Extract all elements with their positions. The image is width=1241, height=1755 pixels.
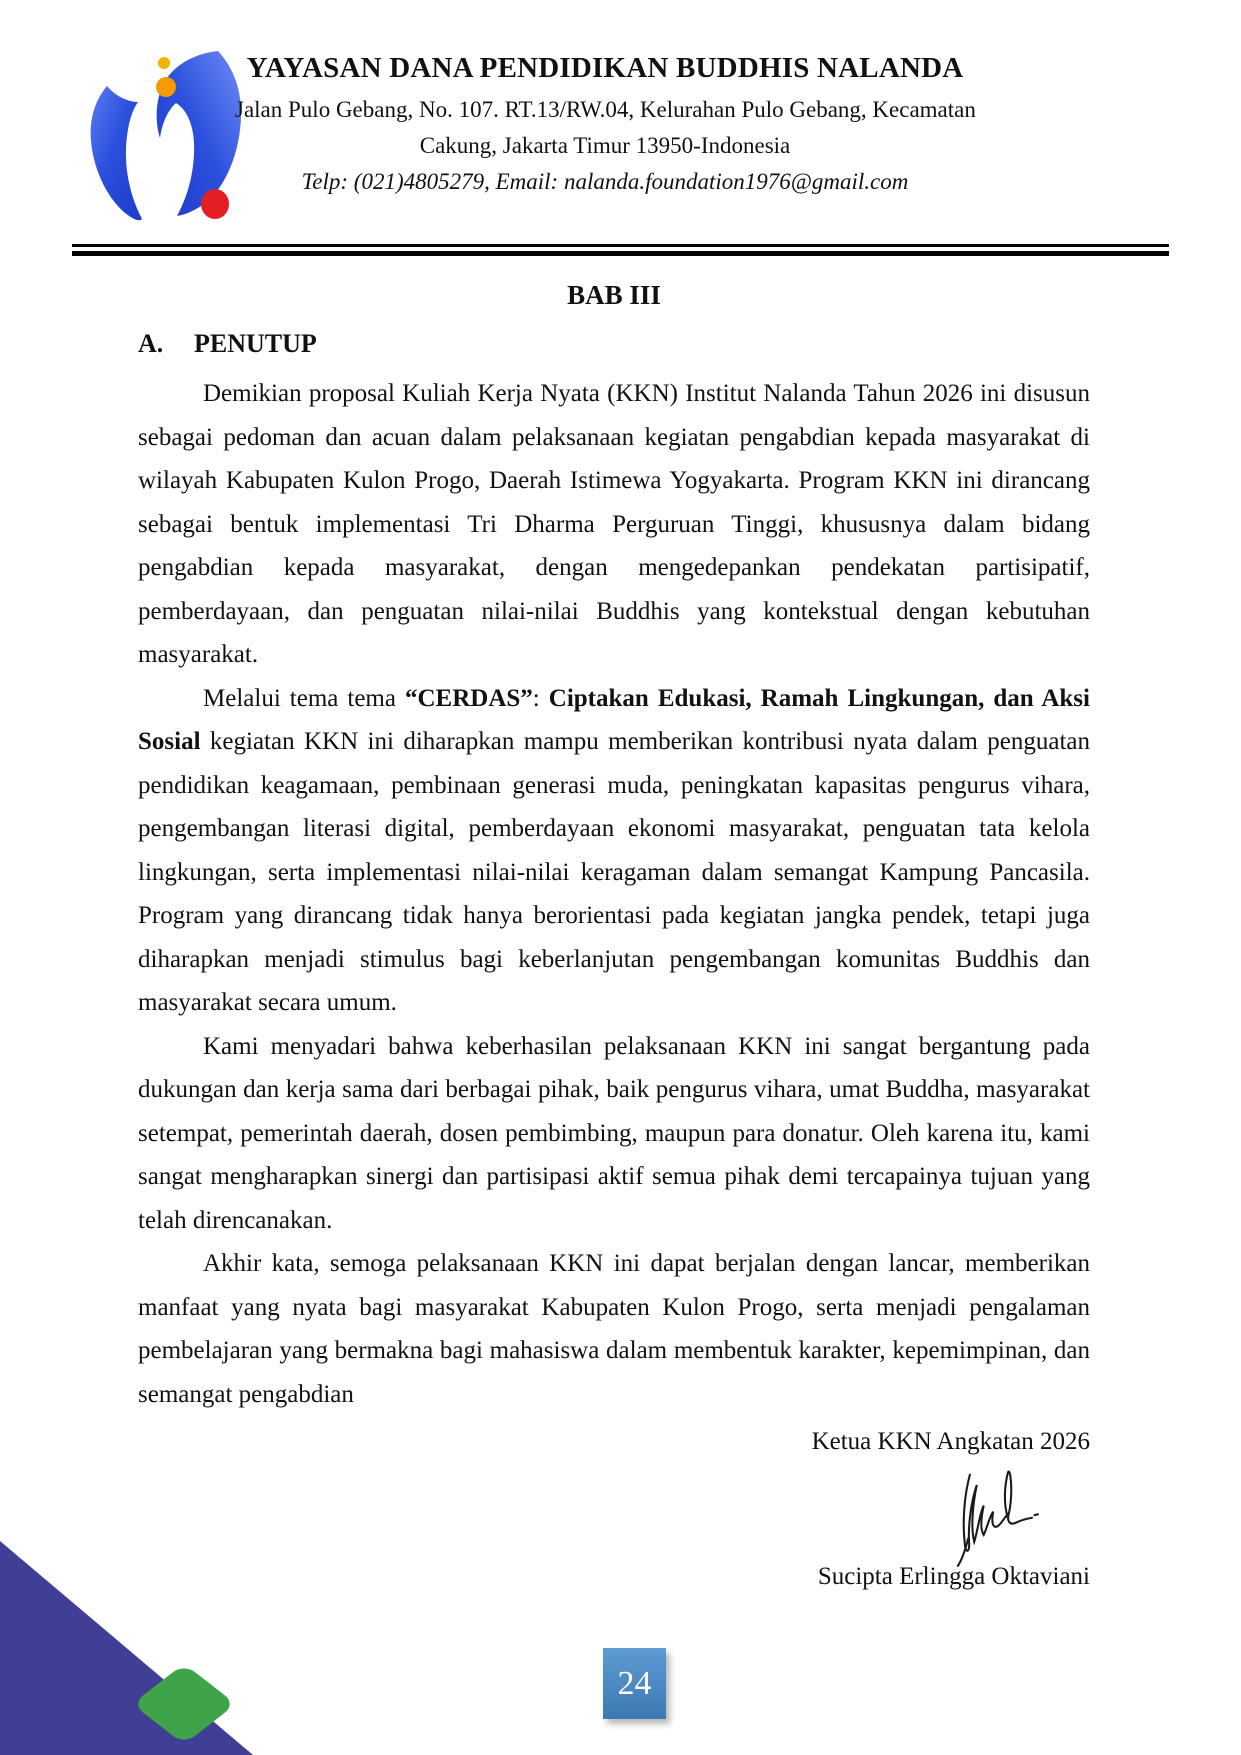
document-body — [138, 280, 1090, 1593]
chapter-title: BAB III — [567, 280, 661, 310]
divider-thick-line — [72, 251, 1169, 256]
logo-right-petal — [157, 51, 241, 216]
letterhead-divider — [72, 244, 1169, 256]
divider-thin-line — [72, 244, 1169, 247]
section-title: PENUTUP — [194, 329, 317, 358]
paragraph — [138, 1242, 1090, 1416]
signature-name: Sucipta Erlingga Oktaviani — [817, 1563, 1090, 1590]
signature-block — [138, 1425, 1090, 1593]
page-number: 24 — [617, 1664, 652, 1702]
section-label: A. — [138, 329, 164, 358]
org-address-line1: Jalan Pulo Gebang, No. 107. RT.13/RW.04, Kelurahan Pulo Gebang, Kecamatan — [235, 97, 976, 122]
logo-orange-dot-small — [158, 57, 170, 69]
paragraph — [138, 372, 1090, 677]
paragraph-run: Melalui tema tema — [203, 684, 405, 712]
logo-left-petal — [91, 86, 142, 220]
page-number-badge — [603, 1648, 666, 1719]
paragraph-run: kegiatan KKN ini diharapkan mampu memberikan kontribusi nyata dalam penguatan pendidikan keagamaan, pembinaan generasi muda, peningkatan kapasitas pengurus vihara, pengembangan literasi digital, pemberdayaan ekonomi masyarakat, penguatan tata kelola lingkungan, serta implementasi nilai-nilai keragaman dalam semangat Kampung Pancasila. Program yang dirancang tidak hanya berorientasi pada kegiatan jangka pendek, tetapi juga diharapkan menjadi stimulus bagi keberlanjutan pengembangan komunitas Buddhis dan masyarakat secara umum. — [138, 728, 1090, 1016]
signature-role: Ketua KKN Angkatan 2026 — [811, 1428, 1090, 1455]
paragraphs — [138, 372, 1090, 1416]
org-contact-line: Telp: (021)4805279, Email: nalanda.foundation1976@gmail.com — [301, 169, 909, 194]
paragraph-run: Akhir kata, semoga pelaksanaan KKN ini dapat berjalan dengan lancar, memberikan manfaat yang nyata bagi masyarakat Kabupaten Kulon Progo, serta menjadi pengalaman pembelajaran yang bermakna bagi mahasiswa dalam membentuk karakter, kepemimpinan, dan semangat pengabdian — [138, 1250, 1090, 1408]
org-name: YAYASAN DANA PENDIDIKAN BUDDHIS NALANDA — [246, 52, 964, 84]
paragraph-run: Demikian proposal Kuliah Kerja Nyata (KKN) Institut Nalanda Tahun 2026 ini disusun sebagai pedoman dan acuan dalam pelaksanaan kegiatan pengabdian kepada masyarakat di wilayah Kabupaten Kulon Progo, Daerah Istimewa Yogyakarta. Program KKN ini dirancang sebagai bentuk implementasi Tri Dharma Perguruan Tinggi, khususnya dalam bidang pengabdian kepada masyarakat, dengan mengedepankan pendekatan partisipatif, pemberdayaan, dan penguatan nilai-nilai Buddhis yang kontekstual dengan kebutuhan masyarakat. — [138, 380, 1090, 668]
paragraph-bold-run: “CERDAS” — [405, 684, 533, 712]
org-logo — [85, 38, 250, 233]
paragraph-bold-run: Ciptakan Edukasi, Ramah Lingkungan, dan Aksi Sosial — [138, 684, 1090, 755]
letterhead-text — [235, 50, 975, 200]
paragraph — [138, 1025, 1090, 1243]
paragraph-run: : — [532, 684, 549, 712]
nalanda-lotus-icon — [85, 38, 250, 233]
signature-scribble-icon — [932, 1463, 1044, 1575]
logo-red-dot — [201, 189, 229, 219]
paragraph — [138, 677, 1090, 1025]
section-heading — [138, 329, 1090, 359]
paragraph-run: Kami menyadari bahwa keberhasilan pelaksanaan KKN ini sangat bergantung pada dukungan dan kerja sama dari berbagai pihak, baik pengurus vihara, umat Buddha, masyarakat setempat, pemerintah daerah, dosen pembimbing, maupun para donatur. Oleh karena itu, kami sangat mengharapkan sinergi dan partisipasi aktif semua pihak demi tercapainya tujuan yang telah direncanakan. — [138, 1032, 1090, 1234]
logo-orange-dot-large — [156, 77, 176, 97]
org-address-line2: Cakung, Jakarta Timur 13950-Indonesia — [419, 133, 791, 158]
